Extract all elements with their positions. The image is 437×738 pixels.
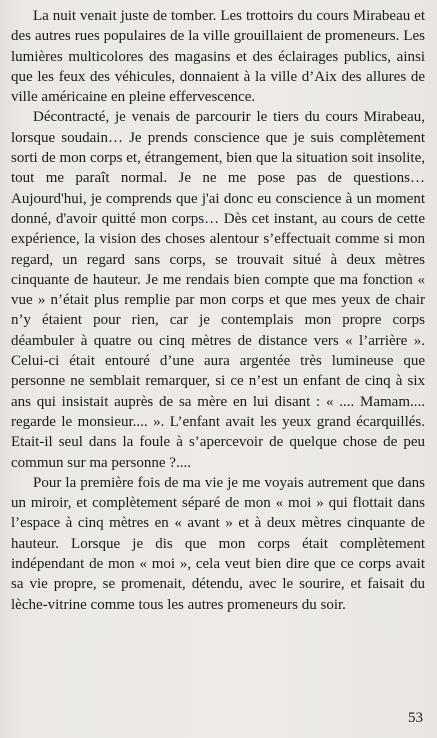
page-number: 53 — [408, 710, 423, 726]
paragraph-1: La nuit venait juste de tomber. Les trottoirs du cours Mirabeau et des autres rues populaires de la ville grouillaient de promeneurs. Les lumières multicolores des magasins et des éclairages publics, ainsi que les feux des véhicules, donnaient à la ville d’Aix des allures de ville américaine en pleine effervescence. — [11, 8, 425, 106]
body-text — [11, 0, 425, 615]
paragraph-3: Pour la première fois de ma vie je me voyais autrement que dans un miroir, et complètement séparé de mon « moi » qui flottait dans l’espace à cinq mètres en « avant » et à deux mètres cinquante de hauteur. Lorsque je dis que mon corps était complètement indépendant de mon « moi », cela veut bien dire que ce corps avait sa vie propre, se promenait, détendu, avec le sourire, et faisait du lèche-vitrine comme tous les autres promeneurs du soir. — [11, 474, 425, 613]
paragraph-2: Décontracté, je venais de parcourir le tiers du cours Mirabeau, lorsque soudain… Je prends conscience que je suis complètement sorti de mon corps et, étrangement, bien que la situation soit insolite, tout me paraît normal. Je ne me pose pas de questions… Aujourd'hui, je comprends que j'ai donc eu conscience à un moment donné, d'avoir quitté mon corps… Dès cet instant, au cours de cette expérience, la vision des choses alentour s’effectuait comme si mon regard, un regard sans corps, se trouvait situé à deux mètres cinquante de hauteur. Je me rendais bien compte que ma fonction « vue » n’était plus remplie par mon corps et que mes yeux de chair n’y étaient pour rien, car je contemplais mon propre corps déambuler à quatre ou cinq mètres de distance vers « l’arrière ». Celui-ci était entouré d’une aura argentée très lumineuse que personne ne semblait remarquer, si ce n’est un enfant de cinq à six ans qui insistait auprès de sa mère en lui disant : « .... Mamam.... regarde le monsieur.... ». L’enfant avait les yeux grand écarquillés. Etait-il seul dans la foule à s’apercevoir de quelque chose de peu commun sur ma personne ?.... — [11, 109, 425, 471]
